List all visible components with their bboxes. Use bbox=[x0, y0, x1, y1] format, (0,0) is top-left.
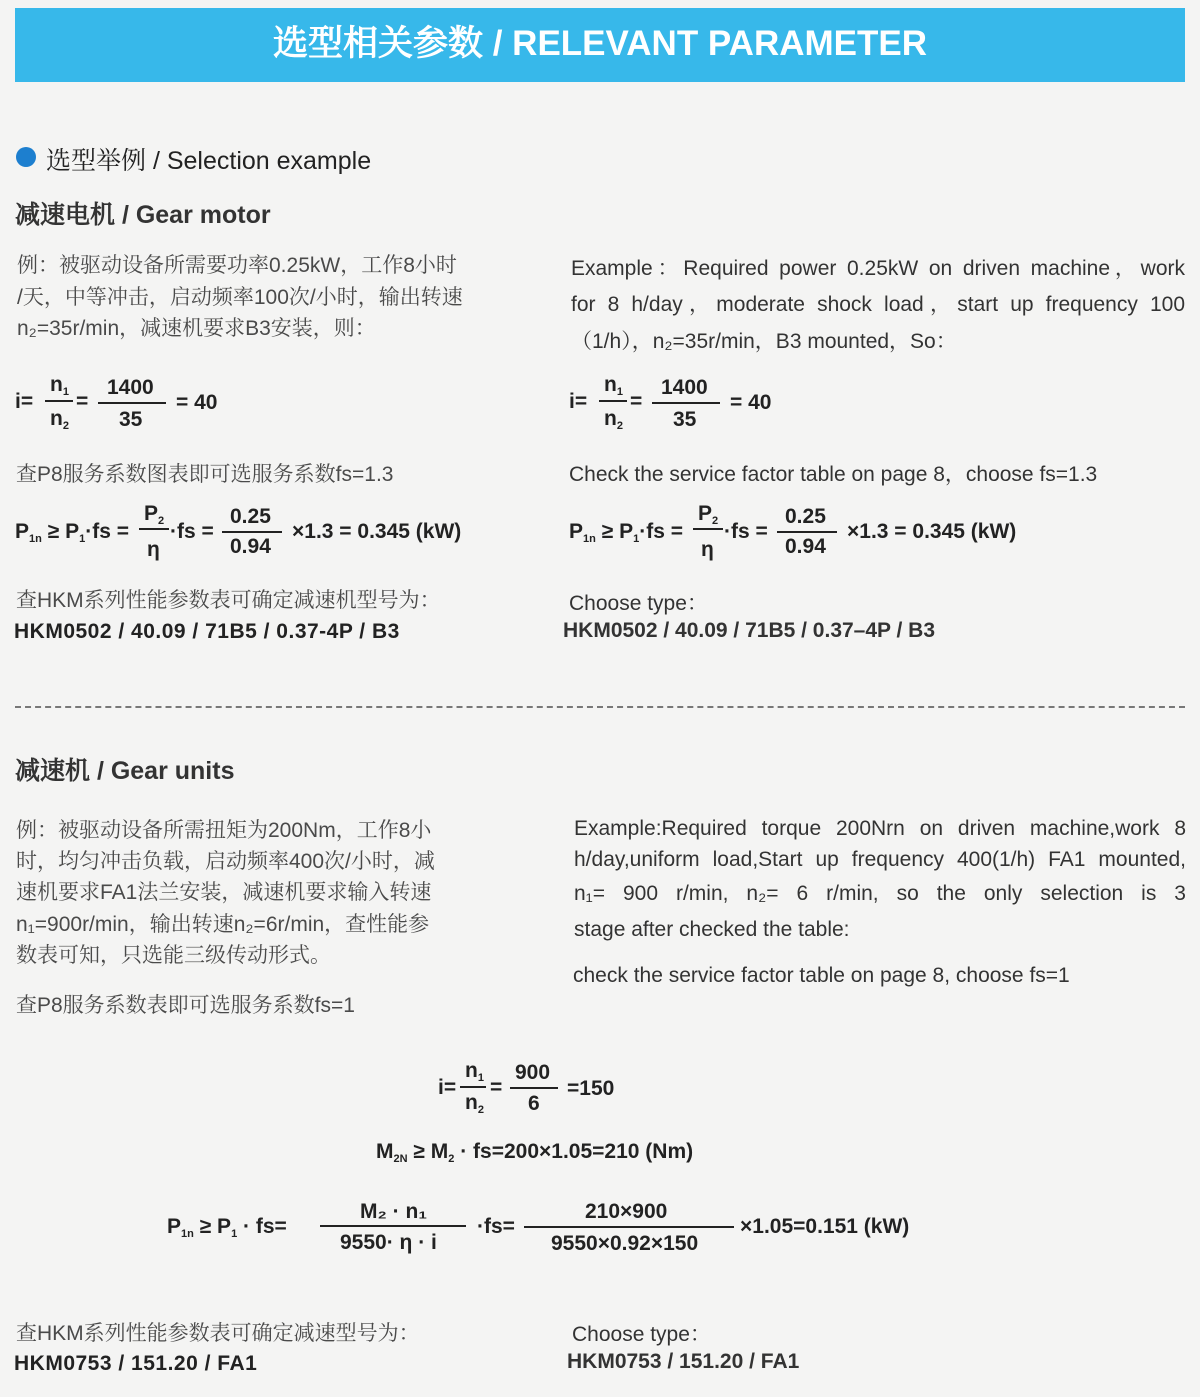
section-divider bbox=[15, 706, 1185, 708]
selection-title: 选型举例 / Selection example bbox=[46, 147, 372, 175]
gear-motor-service-en: Check the service factor table on page 8，choose fs=1.3 bbox=[569, 463, 1098, 486]
gear-units-choose-cn: 查HKM系列性能参数表可确定减速型号为： bbox=[16, 1322, 420, 1345]
gear-motor-type-en: HKM0502 / 40.09 / 71B5 / 0.37–4P / B3 bbox=[563, 619, 936, 642]
header-title: 选型相关参数 / RELEVANT PARAMETER bbox=[273, 24, 927, 63]
gear-units-en-line-2: h/day,uniform load,Start up frequency 400(1/h) FA1 mounted, bbox=[574, 848, 1186, 871]
gear-units-en-line-4: stage after checked the table: bbox=[574, 918, 850, 941]
gear-motor-en-line-2: for 8 h/day，moderate shock load，start up frequency 100 bbox=[571, 293, 1185, 316]
gear-units-torque-formula: $M_{2N} \ge M_2 \cdot fs=200\times 1.05=210$ (Nm) bbox=[376, 1140, 694, 1165]
gear-motor-choose-en: Choose type： bbox=[569, 592, 708, 615]
gear-motor-en-line-1: Example：Required power 0.25kW on driven machine，work bbox=[571, 257, 1185, 280]
gear-units-service-en: check the service factor table on page 8, choose fs=1 bbox=[573, 964, 1070, 987]
gear-units-en-line-3: n₁= 900 r/min, n₂= 6 r/min, so the only selection is 3 bbox=[574, 882, 1186, 905]
gear-units-type-cn: HKM0753 / 151.20 / FA1 bbox=[14, 1352, 258, 1375]
gear-units-service-cn: 查P8服务系数表即可选服务系数fs=1 bbox=[16, 994, 355, 1017]
gear-motor-choose-cn: 查HKM系列性能参数表可确定减速机型号为： bbox=[16, 589, 441, 612]
gear-units-en-line-1: Example:Required torque 200Nrn on driven machine,work 8 bbox=[574, 817, 1186, 840]
bullet-icon bbox=[16, 147, 36, 167]
gear-units-type-en: HKM0753 / 151.20 / FA1 bbox=[567, 1350, 800, 1373]
header-banner bbox=[15, 8, 1185, 82]
gear-units-cn-line-5: 数表可知，只选能三级传动形式。 bbox=[16, 944, 331, 967]
gear-units-cn-line-2: 时，均匀冲击负载，启动频率400次/小时，减 bbox=[16, 850, 435, 873]
gear-motor-en-line-3: （1/h），n₂=35r/min，B3 mounted，So： bbox=[571, 330, 957, 353]
gear-motor-service-cn: 查P8服务系数图表即可选服务系数fs=1.3 bbox=[16, 463, 394, 486]
gear-motor-title: 减速电机 / Gear motor bbox=[15, 201, 271, 229]
gear-units-choose-en: Choose type： bbox=[572, 1323, 711, 1346]
gear-motor-cn-line-3: n₂=35r/min，减速机要求B3安装，则： bbox=[17, 317, 376, 340]
gear-units-cn-line-1: 例：被驱动设备所需扭矩为200Nm，工作8小 bbox=[16, 819, 432, 842]
gear-units-cn-line-3: 速机要求FA1法兰安装，减速机要求输入转速 bbox=[16, 881, 432, 904]
gear-units-cn-line-4: n₁=900r/min，输出转速n₂=6r/min，查性能参 bbox=[16, 913, 430, 936]
gear-motor-type-cn: HKM0502 / 40.09 / 71B5 / 0.37-4P / B3 bbox=[14, 620, 400, 643]
gear-motor-cn-line-2: /天，中等冲击，启动频率100次/小时，输出转速 bbox=[17, 286, 463, 309]
gear-units-title: 减速机 / Gear units bbox=[15, 757, 235, 785]
gear-motor-cn-line-1: 例：被驱动设备所需要功率0.25kW，工作8小时 bbox=[17, 254, 457, 277]
